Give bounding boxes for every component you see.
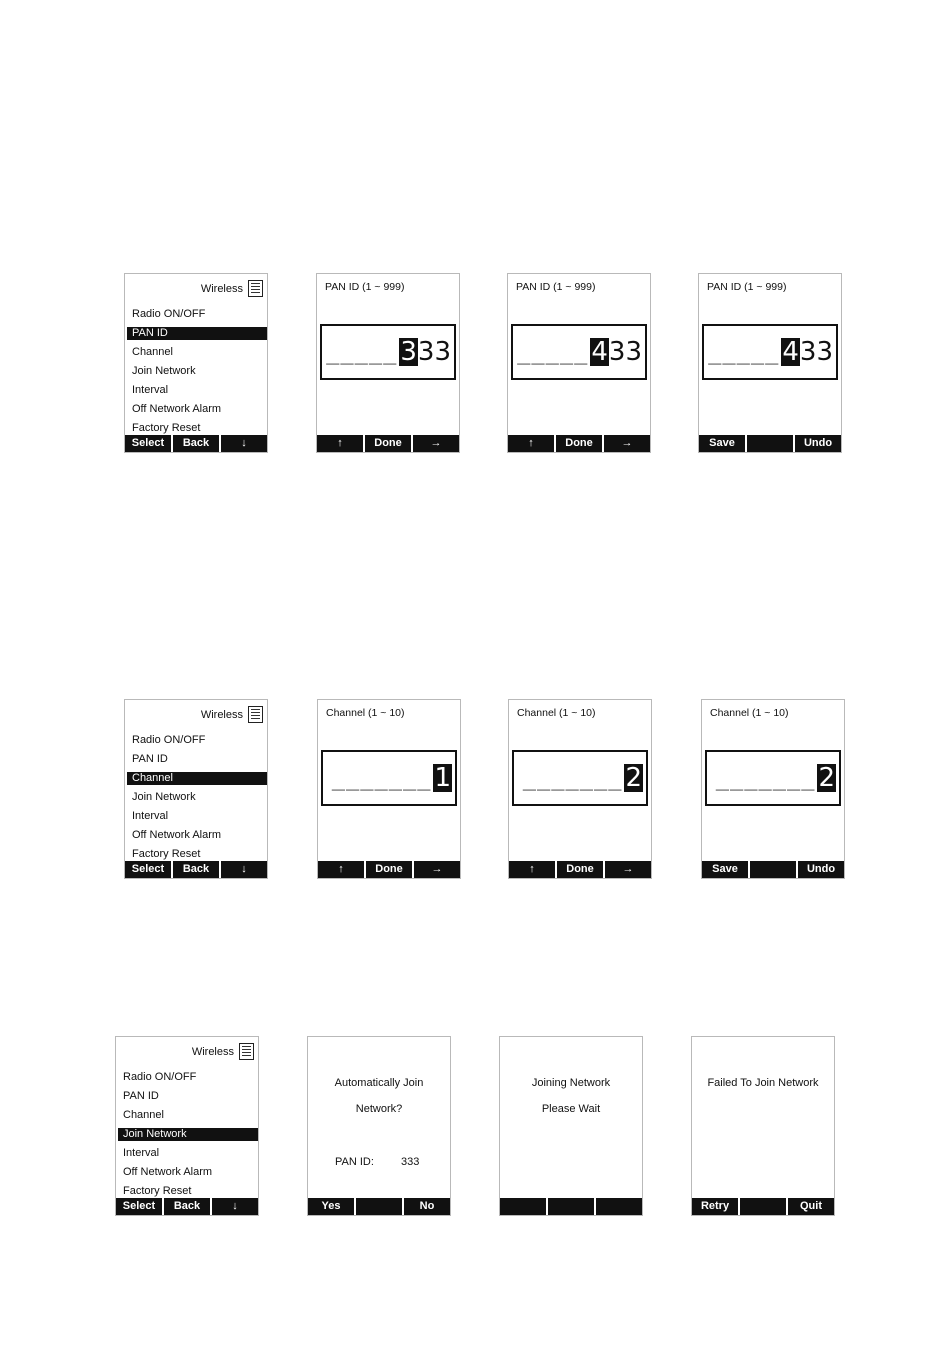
- cursor-digit: 4: [782, 337, 799, 367]
- auto-join-line-2: Network?: [355, 1103, 403, 1115]
- menu-item-channel[interactable]: Channel: [132, 346, 173, 358]
- menu-item-factory-reset[interactable]: Factory Reset: [132, 848, 201, 860]
- softkey-bar: [509, 861, 651, 878]
- done-softkey[interactable]: Done: [364, 861, 412, 878]
- placeholder-dashes: _______: [331, 765, 432, 791]
- right-arrow-softkey[interactable]: →: [602, 435, 650, 452]
- blank-softkey: [354, 1198, 402, 1215]
- list-icon: [239, 1043, 254, 1060]
- screen-title: Channel (1 ~ 10): [326, 707, 405, 719]
- menu-item-factory-reset[interactable]: Factory Reset: [132, 422, 201, 434]
- pan-id-input[interactable]: [511, 324, 647, 380]
- yes-softkey[interactable]: Yes: [321, 1200, 341, 1212]
- blank-softkey: [748, 861, 796, 878]
- back-softkey[interactable]: Back: [171, 861, 219, 878]
- quit-softkey[interactable]: Quit: [786, 1198, 834, 1215]
- menu-item-interval[interactable]: Interval: [123, 1147, 160, 1159]
- menu-title: Wireless: [200, 708, 243, 721]
- menu-item-join-network[interactable]: Join Network: [132, 365, 196, 377]
- softkey-bar: [116, 1198, 258, 1215]
- save-softkey[interactable]: Save: [712, 863, 738, 875]
- wireless-menu-screen-pan: [124, 273, 268, 453]
- join-failed-screen: [691, 1036, 835, 1216]
- menu-item-pan-id[interactable]: PAN ID: [123, 1090, 159, 1102]
- list-icon: [248, 280, 263, 297]
- softkey-bar: [125, 861, 267, 878]
- done-softkey[interactable]: Done: [363, 435, 411, 452]
- menu-item-radio[interactable]: Radio ON/OFF: [132, 734, 206, 746]
- channel-input[interactable]: [321, 750, 457, 806]
- right-arrow-softkey[interactable]: →: [411, 435, 459, 452]
- please-wait-message: Please Wait: [541, 1103, 601, 1115]
- softkey-bar: [699, 435, 841, 452]
- undo-softkey[interactable]: Undo: [796, 861, 844, 878]
- wireless-menu-screen-join: [115, 1036, 259, 1216]
- up-arrow-softkey[interactable]: ↑: [529, 863, 535, 875]
- cursor-digit: 2: [818, 763, 835, 793]
- menu-header: [201, 280, 263, 297]
- menu-item-off-network-alarm[interactable]: Off Network Alarm: [132, 403, 222, 415]
- down-arrow-softkey[interactable]: ↓: [219, 435, 267, 452]
- menu-title: Wireless: [191, 1045, 234, 1058]
- blank-softkey: [738, 1198, 786, 1215]
- joining-network-screen: [499, 1036, 643, 1216]
- done-softkey[interactable]: Done: [555, 861, 603, 878]
- pan-id-entry-screen-2: [507, 273, 651, 453]
- menu-item-radio[interactable]: Radio ON/OFF: [123, 1071, 197, 1083]
- blank-softkey: [745, 435, 793, 452]
- screen-title: PAN ID (1 ~ 999): [707, 281, 787, 293]
- screen-title: Channel (1 ~ 10): [710, 707, 789, 719]
- cursor-digit: 2: [625, 763, 642, 793]
- menu-item-join-network[interactable]: Join Network: [118, 1128, 258, 1141]
- blank-softkey-1: [500, 1198, 546, 1215]
- softkey-bar: [308, 1198, 450, 1215]
- softkey-bar: [317, 435, 459, 452]
- down-arrow-softkey[interactable]: ↓: [219, 861, 267, 878]
- pan-id-value: 333: [401, 1156, 420, 1168]
- select-softkey[interactable]: Select: [131, 437, 165, 449]
- placeholder-dashes: _______: [715, 765, 816, 791]
- menu-item-factory-reset[interactable]: Factory Reset: [123, 1185, 192, 1197]
- softkey-bar: [692, 1198, 834, 1215]
- menu-item-radio[interactable]: Radio ON/OFF: [132, 308, 206, 320]
- blank-softkey-3: [594, 1198, 642, 1215]
- menu-item-off-network-alarm[interactable]: Off Network Alarm: [132, 829, 222, 841]
- menu-title: Wireless: [200, 282, 243, 295]
- menu-item-channel[interactable]: Channel: [123, 1109, 164, 1121]
- retry-softkey[interactable]: Retry: [700, 1200, 730, 1212]
- screen-title: PAN ID (1 ~ 999): [325, 281, 405, 293]
- up-arrow-softkey[interactable]: ↑: [528, 437, 534, 449]
- right-arrow-softkey[interactable]: →: [412, 861, 460, 878]
- back-softkey[interactable]: Back: [162, 1198, 210, 1215]
- menu-list: [118, 1068, 258, 1201]
- up-arrow-softkey[interactable]: ↑: [338, 863, 344, 875]
- pan-id-input[interactable]: [320, 324, 456, 380]
- wireless-menu-screen-channel: [124, 699, 268, 879]
- select-softkey[interactable]: Select: [122, 1200, 156, 1212]
- up-arrow-softkey[interactable]: ↑: [337, 437, 343, 449]
- auto-join-line-1: Automatically Join: [334, 1077, 424, 1089]
- channel-save-screen: [701, 699, 845, 879]
- blank-softkey-2: [546, 1198, 594, 1215]
- menu-item-join-network[interactable]: Join Network: [132, 791, 196, 803]
- remaining-digits: 33: [608, 337, 642, 367]
- cursor-digit: 1: [434, 763, 451, 793]
- menu-list: [127, 305, 267, 438]
- remaining-digits: 33: [799, 337, 833, 367]
- placeholder-dashes: _____: [326, 339, 398, 365]
- done-softkey[interactable]: Done: [554, 435, 602, 452]
- pan-id-entry-screen-1: [316, 273, 460, 453]
- channel-input[interactable]: [705, 750, 841, 806]
- back-softkey[interactable]: Back: [171, 435, 219, 452]
- pan-id-save-screen: [698, 273, 842, 453]
- menu-item-off-network-alarm[interactable]: Off Network Alarm: [123, 1166, 213, 1178]
- menu-item-interval[interactable]: Interval: [132, 810, 169, 822]
- select-softkey[interactable]: Select: [131, 863, 165, 875]
- softkey-bar: [125, 435, 267, 452]
- menu-header: [201, 706, 263, 723]
- menu-item-channel[interactable]: Channel: [127, 772, 267, 785]
- right-arrow-softkey[interactable]: →: [603, 861, 651, 878]
- channel-entry-screen-2: [508, 699, 652, 879]
- menu-header: [192, 1043, 254, 1060]
- placeholder-dashes: _____: [708, 339, 780, 365]
- failed-message: Failed To Join Network: [707, 1077, 819, 1089]
- menu-item-pan-id[interactable]: PAN ID: [132, 753, 168, 765]
- cursor-digit: 4: [591, 337, 608, 367]
- channel-input[interactable]: [512, 750, 648, 806]
- softkey-bar: [702, 861, 844, 878]
- channel-entry-screen-1: [317, 699, 461, 879]
- joining-network-message: Joining Network: [531, 1077, 611, 1089]
- undo-softkey[interactable]: Undo: [793, 435, 841, 452]
- softkey-bar: [508, 435, 650, 452]
- remaining-digits: 33: [417, 337, 451, 367]
- placeholder-dashes: _______: [522, 765, 623, 791]
- list-icon: [248, 706, 263, 723]
- down-arrow-softkey[interactable]: ↓: [210, 1198, 258, 1215]
- placeholder-dashes: _____: [517, 339, 589, 365]
- menu-item-interval[interactable]: Interval: [132, 384, 169, 396]
- screen-title: PAN ID (1 ~ 999): [516, 281, 596, 293]
- auto-join-screen: [307, 1036, 451, 1216]
- pan-id-label: PAN ID:: [335, 1156, 374, 1168]
- menu-list: [127, 731, 267, 864]
- screen-title: Channel (1 ~ 10): [517, 707, 596, 719]
- no-softkey[interactable]: No: [402, 1198, 450, 1215]
- pan-id-input[interactable]: [702, 324, 838, 380]
- save-softkey[interactable]: Save: [709, 437, 735, 449]
- menu-item-pan-id[interactable]: PAN ID: [127, 327, 267, 340]
- cursor-digit: 3: [400, 337, 417, 367]
- softkey-bar: [318, 861, 460, 878]
- softkey-bar: [500, 1198, 642, 1215]
